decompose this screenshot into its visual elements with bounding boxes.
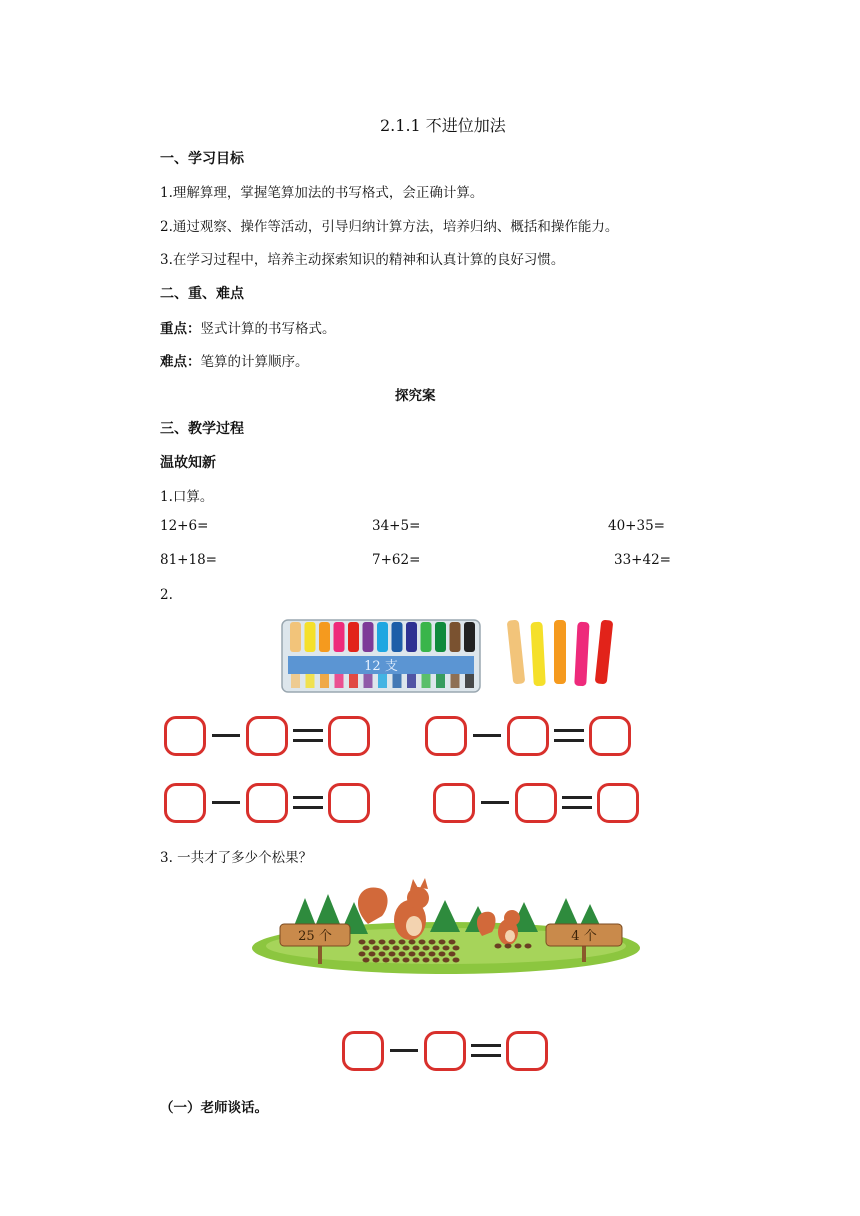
objective-item: 1.理解算理，掌握笔算加法的书写格式，会正确计算。 xyxy=(160,185,484,201)
answer-box[interactable] xyxy=(246,783,288,823)
pen-icon xyxy=(377,622,388,652)
sign-left-label: 25 个 xyxy=(298,929,332,944)
pen-icon xyxy=(464,622,475,652)
key-point-label: 重点： xyxy=(160,321,201,337)
answer-box[interactable] xyxy=(507,716,549,756)
answer-box[interactable] xyxy=(342,1031,384,1071)
pen-icon xyxy=(507,620,526,685)
objectives-heading: 一、学习目标 xyxy=(160,151,244,167)
hard-point xyxy=(160,350,309,370)
oral-item: 81+18= xyxy=(160,552,217,568)
minus-sign xyxy=(384,1031,424,1071)
focus-heading: 二、重、难点 xyxy=(160,286,244,302)
question-2: 2. xyxy=(160,587,173,603)
answer-box[interactable] xyxy=(589,716,631,756)
pen-icon xyxy=(450,622,461,652)
minus-sign xyxy=(475,783,515,823)
pen-icon xyxy=(435,622,446,652)
minus-sign xyxy=(467,716,507,756)
explore-title: 探究案 xyxy=(395,388,436,404)
pen-icon xyxy=(363,622,374,652)
minus-sign xyxy=(206,716,246,756)
process-heading: 三、教学过程 xyxy=(160,421,244,437)
minus-sign xyxy=(206,783,246,823)
equation-row xyxy=(164,713,370,759)
equation-row xyxy=(342,1028,548,1074)
answer-box[interactable] xyxy=(597,783,639,823)
squirrel-illustration xyxy=(250,876,642,976)
key-point-text: 竖式计算的书写格式。 xyxy=(200,321,336,337)
answer-box[interactable] xyxy=(246,716,288,756)
oral-item: 7+62= xyxy=(372,552,421,568)
page-title: 2.1.1 不进位加法 xyxy=(380,116,506,135)
objective-item: 2.通过观察、操作等活动，引导归纳计算方法，培养归纳、概括和操作能力。 xyxy=(160,219,619,235)
review-heading: 温故知新 xyxy=(160,455,216,471)
pens-illustration xyxy=(278,612,618,694)
equation-row xyxy=(164,780,370,826)
pen-icon xyxy=(574,622,589,687)
hard-point-text: 笔算的计算顺序。 xyxy=(200,354,309,370)
pen-icon xyxy=(421,622,432,652)
answer-box[interactable] xyxy=(164,783,206,823)
pens-label: 12 支 xyxy=(364,659,398,674)
pen-icon xyxy=(348,622,359,652)
sign-right-label: 4 个 xyxy=(571,929,597,944)
pen-icon xyxy=(290,622,301,652)
oral-item: 33+42= xyxy=(614,552,671,568)
pen-icon xyxy=(334,622,345,652)
pen-icon xyxy=(530,622,545,687)
equals-sign xyxy=(288,783,328,823)
pen-icon xyxy=(319,622,330,652)
equals-sign xyxy=(288,716,328,756)
key-point xyxy=(160,317,336,337)
equals-sign xyxy=(557,783,597,823)
answer-box[interactable] xyxy=(425,716,467,756)
answer-box[interactable] xyxy=(433,783,475,823)
pen-icon xyxy=(406,622,417,652)
answer-box[interactable] xyxy=(164,716,206,756)
oral-item: 40+35= xyxy=(608,518,665,534)
oral-item: 12+6= xyxy=(160,518,209,534)
oral-item: 34+5= xyxy=(372,518,421,534)
answer-box[interactable] xyxy=(328,716,370,756)
pen-icon xyxy=(392,622,403,652)
pen-icon xyxy=(595,620,614,685)
answer-box[interactable] xyxy=(424,1031,466,1071)
answer-box[interactable] xyxy=(506,1031,548,1071)
pen-icon xyxy=(305,622,316,652)
equation-row xyxy=(425,713,631,759)
pen-icon xyxy=(554,620,566,684)
equals-sign xyxy=(549,716,589,756)
hard-point-label: 难点： xyxy=(160,354,201,370)
objective-item: 3.在学习过程中，培养主动探索知识的精神和认真计算的良好习惯。 xyxy=(160,252,565,268)
equation-row xyxy=(433,780,639,826)
answer-box[interactable] xyxy=(515,783,557,823)
equals-sign xyxy=(466,1031,506,1071)
question-1: 1.口算。 xyxy=(160,489,214,505)
teacher-talk-heading: （一）老师谈话。 xyxy=(160,1100,268,1116)
answer-box[interactable] xyxy=(328,783,370,823)
question-3: 3. 一共才了多少个松果？ xyxy=(160,850,313,866)
